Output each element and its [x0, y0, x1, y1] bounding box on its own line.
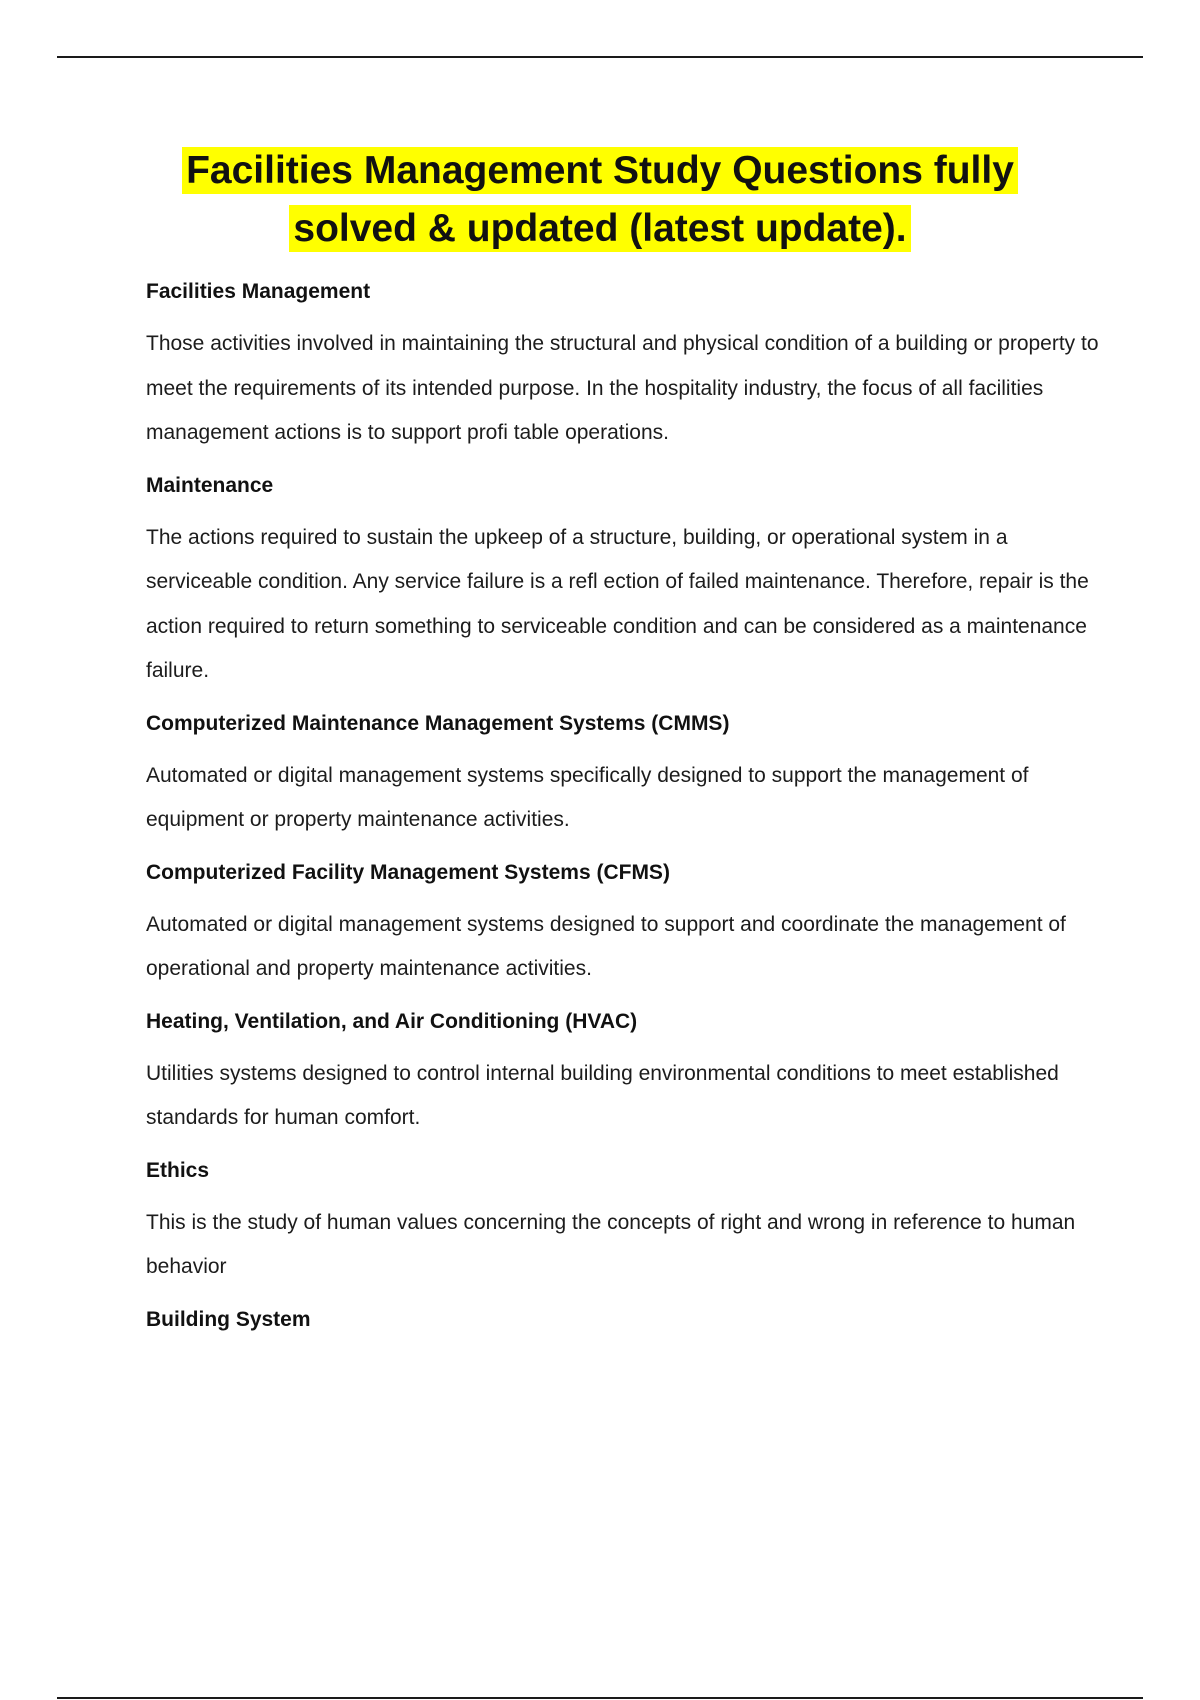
term-facilities-management: Facilities Management: [146, 280, 371, 303]
title-line-2: solved & updated (latest update).: [289, 205, 910, 252]
title-line-1: Facilities Management Study Questions fully: [182, 147, 1018, 194]
bottom-divider: [57, 1697, 1143, 1699]
definition-cfms: Automated or digital management systems designed to support and coordinate the management of operational and property maintenance activities.: [146, 912, 1066, 980]
term-building-system: Building System: [146, 1307, 311, 1331]
definition-facilities-management: Those activities involved in maintaining the structural and physical condition of a building or property to meet the requirements of its intended purpose. In the hospitality industry, the focus of all facilities management actions is to support profi table operations.: [146, 332, 1099, 444]
study-questions-list: [146, 277, 1106, 1350]
definition-ethics: This is the study of human values concerning the concepts of right and wrong in reference to human behavior: [146, 1210, 1076, 1278]
term-cmms: Computerized Maintenance Management Systems (CMMS): [146, 711, 730, 735]
term-cfms: Computerized Facility Management Systems (CFMS): [146, 860, 670, 884]
definition-hvac: Utilities systems designed to control internal building environmental conditions to meet established standards for human comfort.: [146, 1061, 1059, 1129]
definition-cmms: Automated or digital management systems specifically designed to support the management of equipment or property maintenance activities.: [146, 763, 1029, 831]
document-title: [0, 142, 1200, 258]
term-ethics: Ethics: [146, 1158, 210, 1182]
term-hvac: Heating, Ventilation, and Air Conditioning (HVAC): [146, 1009, 638, 1033]
term-maintenance: Maintenance: [146, 473, 274, 497]
definition-maintenance: The actions required to sustain the upkeep of a structure, building, or operational system in a serviceable condition. Any service failure is a refl ection of failed maintenance. Therefore, repair is the action required to return something to serviceable condition and can be considered as a maintenance failure.: [146, 525, 1089, 682]
top-divider: [57, 56, 1143, 58]
